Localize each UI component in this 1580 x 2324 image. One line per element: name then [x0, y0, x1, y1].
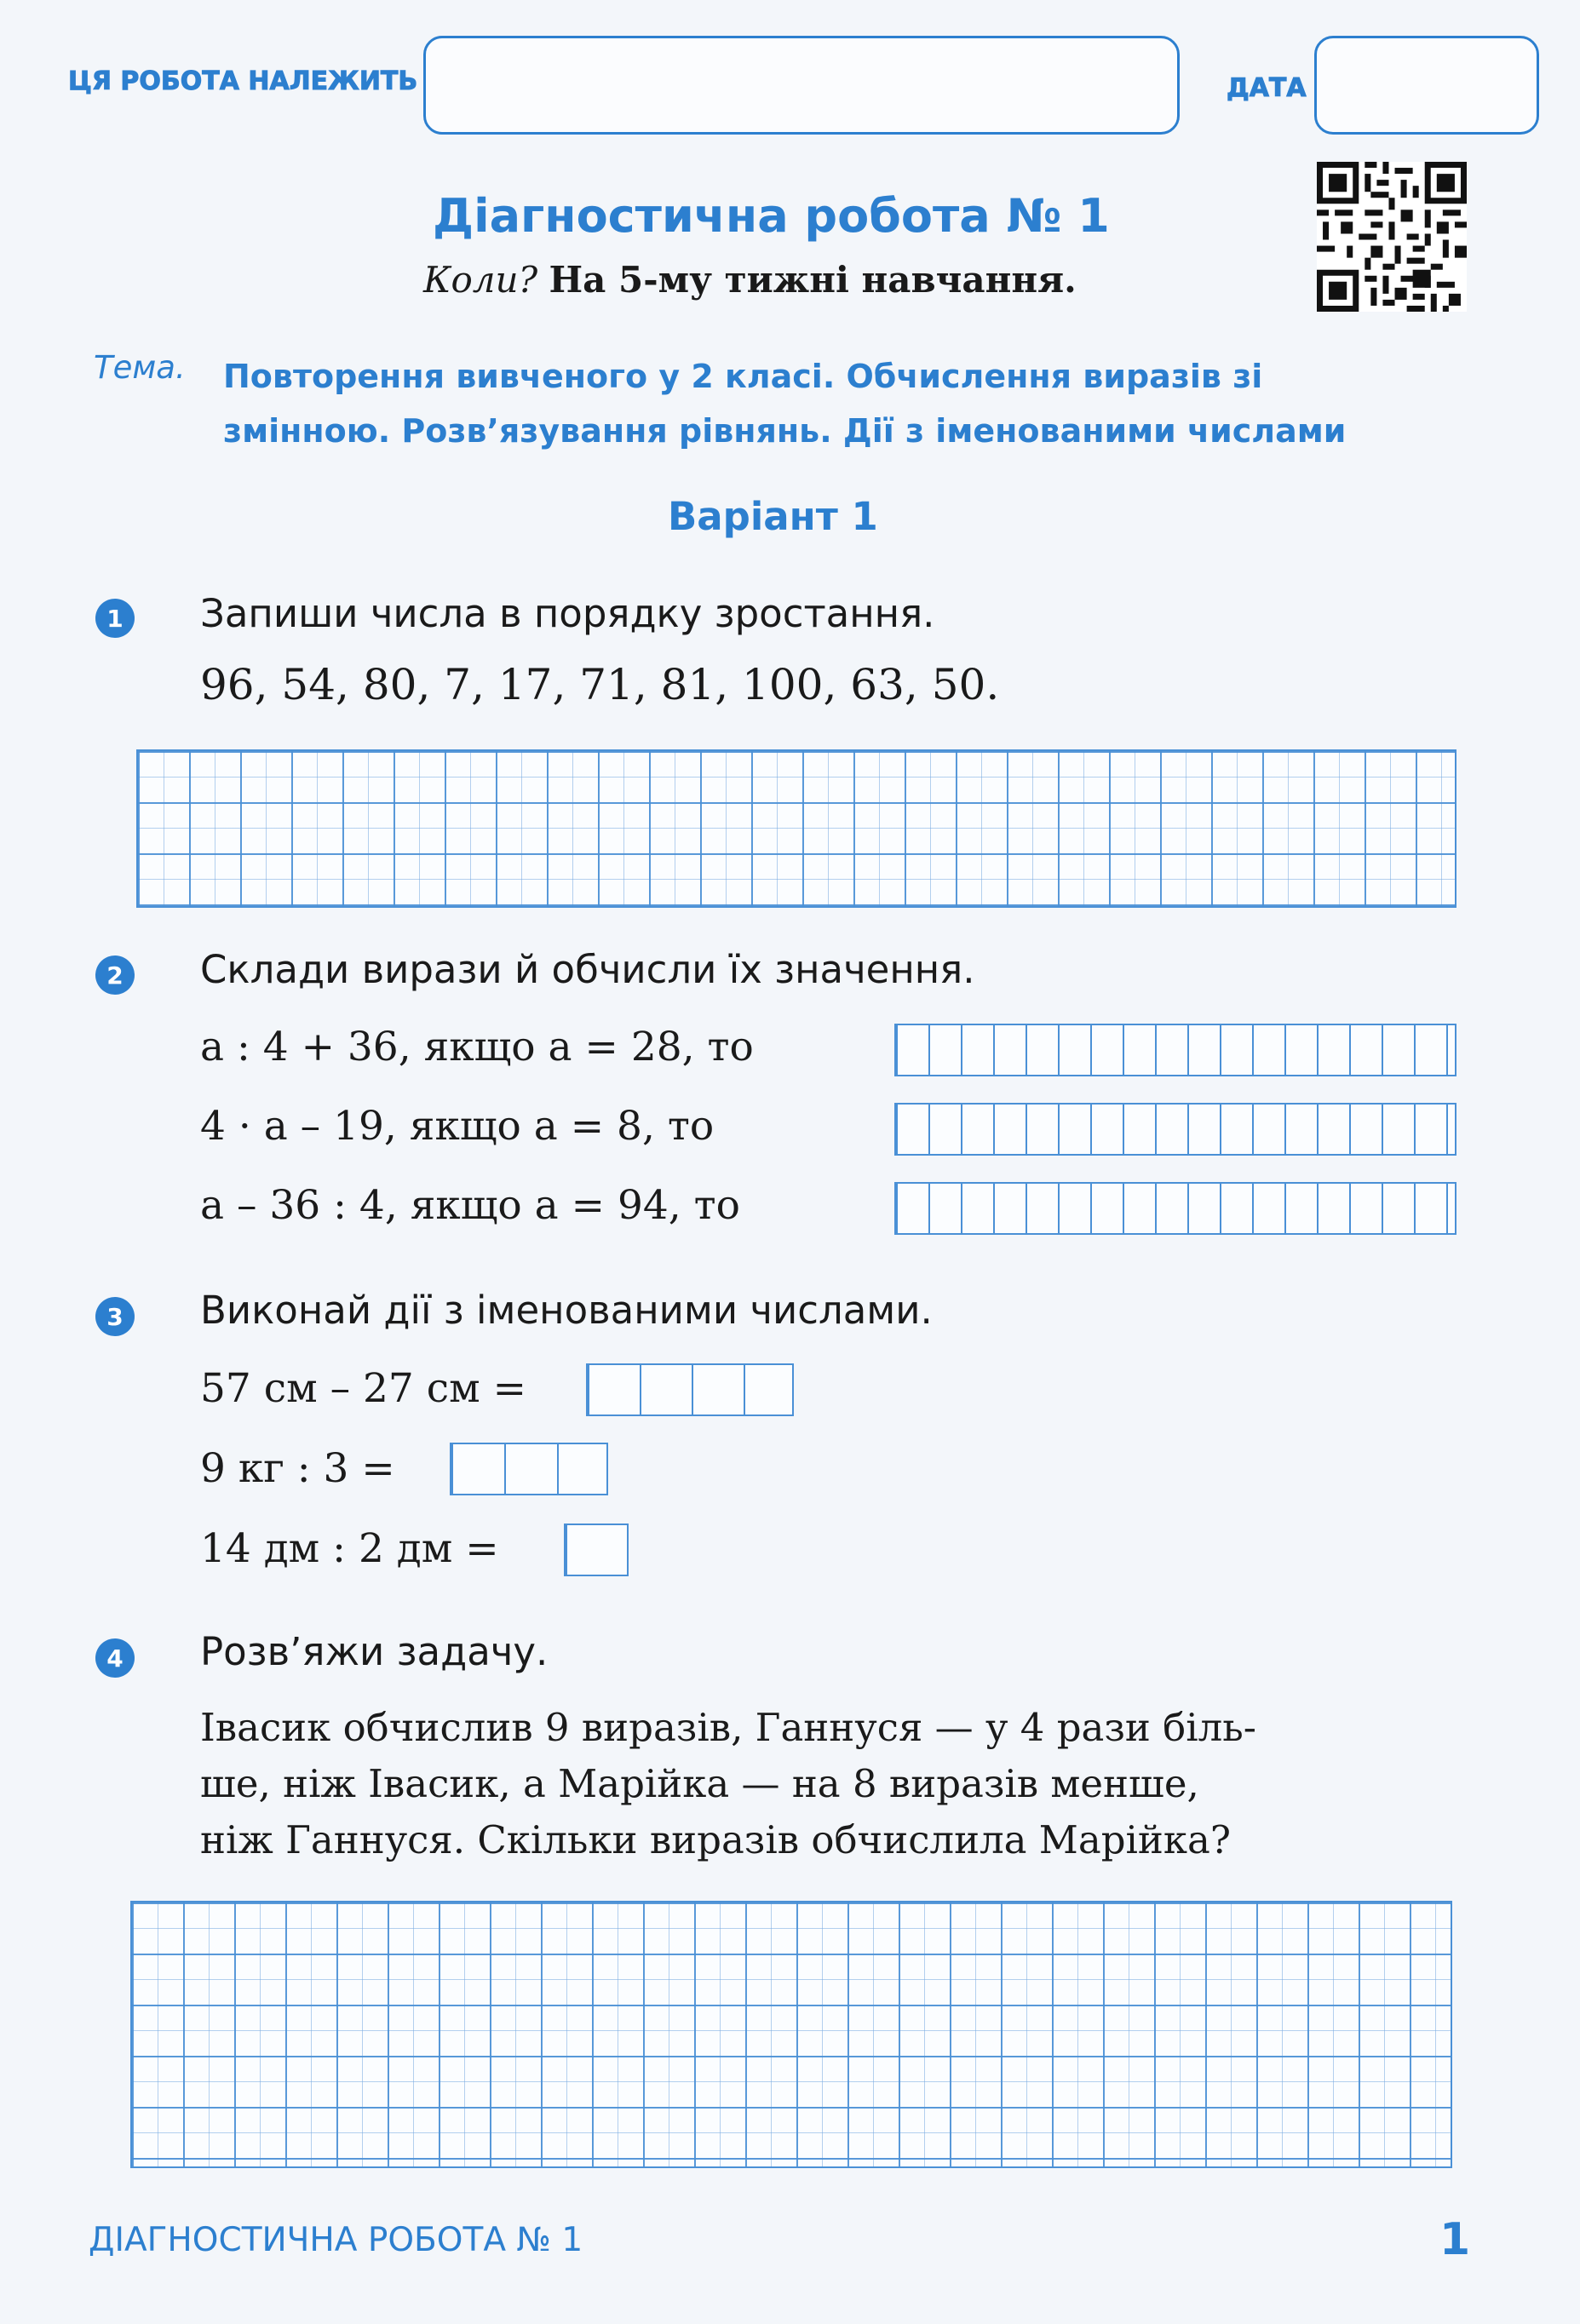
footer-title: ДІАГНОСТИЧНА РОБОТА № 1 — [89, 2221, 583, 2259]
page-title: Діагностична робота № 1 — [433, 189, 1110, 243]
when-question: Коли? — [423, 259, 538, 301]
task-4-problem-line-1: Івасик обчислив 9 виразів, Ганнуся — у 4 рази біль- — [200, 1705, 1256, 1750]
topic-line-1: Повторення вивченого у 2 класі. Обчислення виразів зі — [223, 358, 1263, 395]
task-4-answer-grid[interactable] — [130, 1901, 1452, 2168]
task-3-instruction: Виконай дії з іменованими числами. — [200, 1288, 933, 1333]
task-3-expression-3: 14 дм : 2 дм = — [200, 1525, 499, 1572]
task-2-expression-1: a : 4 + 36, якщо a = 28, то — [200, 1024, 754, 1070]
task-2-answer-cells-3[interactable] — [894, 1182, 1456, 1235]
date-label: ДАТА — [1227, 73, 1307, 103]
owner-name-field[interactable] — [423, 36, 1180, 135]
page-number: 1 — [1439, 2214, 1471, 2265]
variant-title: Варіант 1 — [668, 494, 878, 539]
task-1-numbers: 96, 54, 80, 7, 17, 71, 81, 100, 63, 50. — [200, 660, 1000, 709]
task-3-answer-cells-2[interactable] — [450, 1443, 608, 1495]
topic-text — [223, 349, 1346, 458]
task-2-answer-cells-1[interactable] — [894, 1024, 1456, 1076]
task-1-answer-grid[interactable] — [136, 749, 1456, 908]
task-2-expression-3: a – 36 : 4, якщо a = 94, то — [200, 1182, 740, 1229]
owner-label: ЦЯ РОБОТА НАЛЕЖИТЬ — [68, 66, 418, 96]
task-4-instruction: Розв’яжи задачу. — [200, 1629, 549, 1674]
task-4-problem-line-3: ніж Ганнуся. Скільки виразів обчислила Марійка? — [200, 1817, 1231, 1862]
task-1-number: 1 — [95, 599, 135, 638]
task-4-number: 4 — [95, 1638, 135, 1678]
task-2-instruction: Склади вирази й обчисли їх значення. — [200, 947, 975, 992]
when-line — [423, 259, 1077, 301]
task-4-problem — [200, 1700, 1256, 1868]
qr-code-icon — [1317, 162, 1467, 312]
task-3-expression-2: 9 кг : 3 = — [200, 1445, 395, 1492]
task-2-expression-2: 4 · a – 19, якщо a = 8, то — [200, 1103, 715, 1150]
when-answer: На 5-му тижні навчання. — [549, 259, 1077, 301]
task-3-answer-cells-3[interactable] — [564, 1524, 629, 1576]
task-4-problem-line-2: ше, ніж Івасик, а Марійка — на 8 виразів менше, — [200, 1761, 1199, 1806]
task-3-answer-cells-1[interactable] — [586, 1363, 794, 1416]
date-field[interactable] — [1314, 36, 1539, 135]
task-3-number: 3 — [95, 1297, 135, 1336]
task-1-instruction: Запиши числа в порядку зростання. — [200, 591, 935, 636]
topic-label: Тема. — [94, 349, 186, 386]
task-2-answer-cells-2[interactable] — [894, 1103, 1456, 1156]
topic-line-2: змінною. Розв’язування рівнянь. Дії з іменованими числами — [223, 412, 1347, 450]
task-3-expression-1: 57 см – 27 см = — [200, 1365, 526, 1412]
task-2-number: 2 — [95, 955, 135, 995]
